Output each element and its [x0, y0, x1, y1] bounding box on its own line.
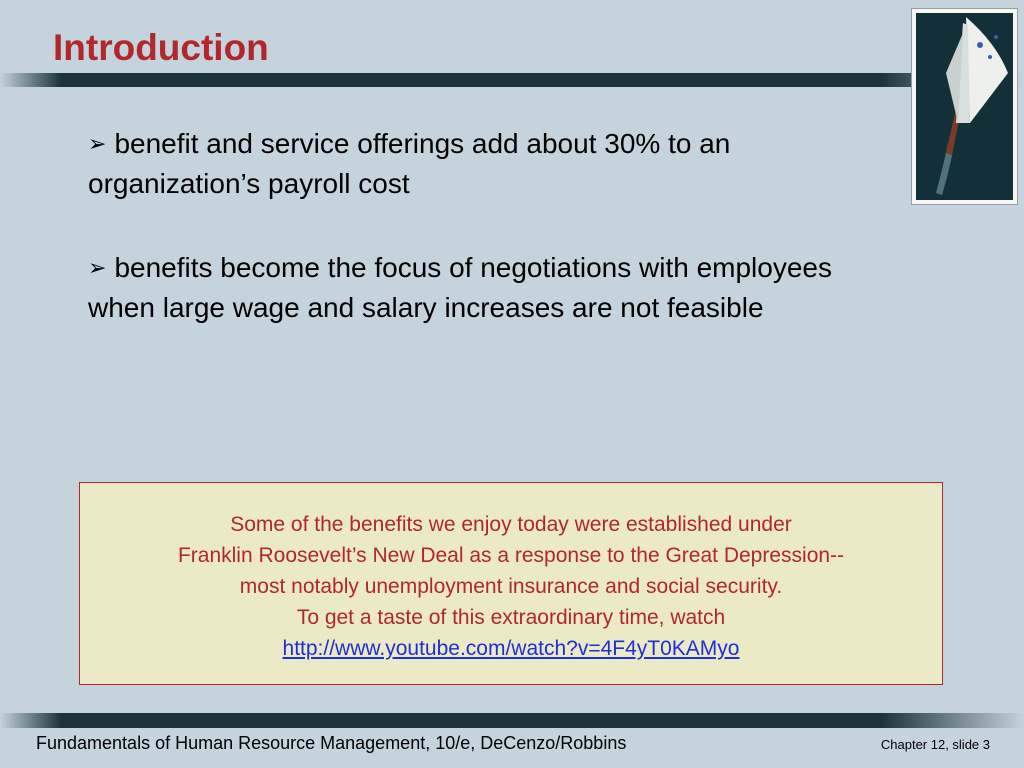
sailboat-image: [916, 13, 1013, 200]
footer-divider: [0, 713, 1024, 728]
footer-book-title: Fundamentals of Human Resource Management, 10/e, DeCenzo/Robbins: [36, 733, 627, 753]
youtube-link[interactable]: http://www.youtube.com/watch?v=4F4yT0KAMyo: [282, 637, 740, 660]
bullet-arrow-icon: ➢: [88, 255, 107, 280]
bullet-text: benefit and service offerings add about 30% to an organization’s payroll cost: [88, 128, 731, 199]
note-line: To get a taste of this extraordinary time, watch: [296, 606, 726, 629]
bullet-arrow-icon: ➢: [88, 131, 107, 156]
new-deal-note-box: [79, 482, 943, 685]
note-line: Franklin Roosevelt’s New Deal as a response to the Great Depression--: [177, 544, 845, 567]
slide-title: Introduction: [53, 27, 269, 68]
bullet-text: benefits become the focus of negotiations with employees when large wage and salary increases are not feasible: [88, 252, 832, 323]
note-line: Some of the benefits we enjoy today were established under: [230, 513, 792, 536]
bullet-list: [88, 124, 888, 372]
note-line: most notably unemployment insurance and social security.: [239, 575, 783, 598]
title-divider: [0, 73, 1024, 87]
footer-slide-number: Chapter 12, slide 3: [880, 737, 990, 752]
bullet-item: [88, 248, 888, 328]
sailboat-photo: [911, 8, 1018, 205]
bullet-item: [88, 124, 888, 204]
